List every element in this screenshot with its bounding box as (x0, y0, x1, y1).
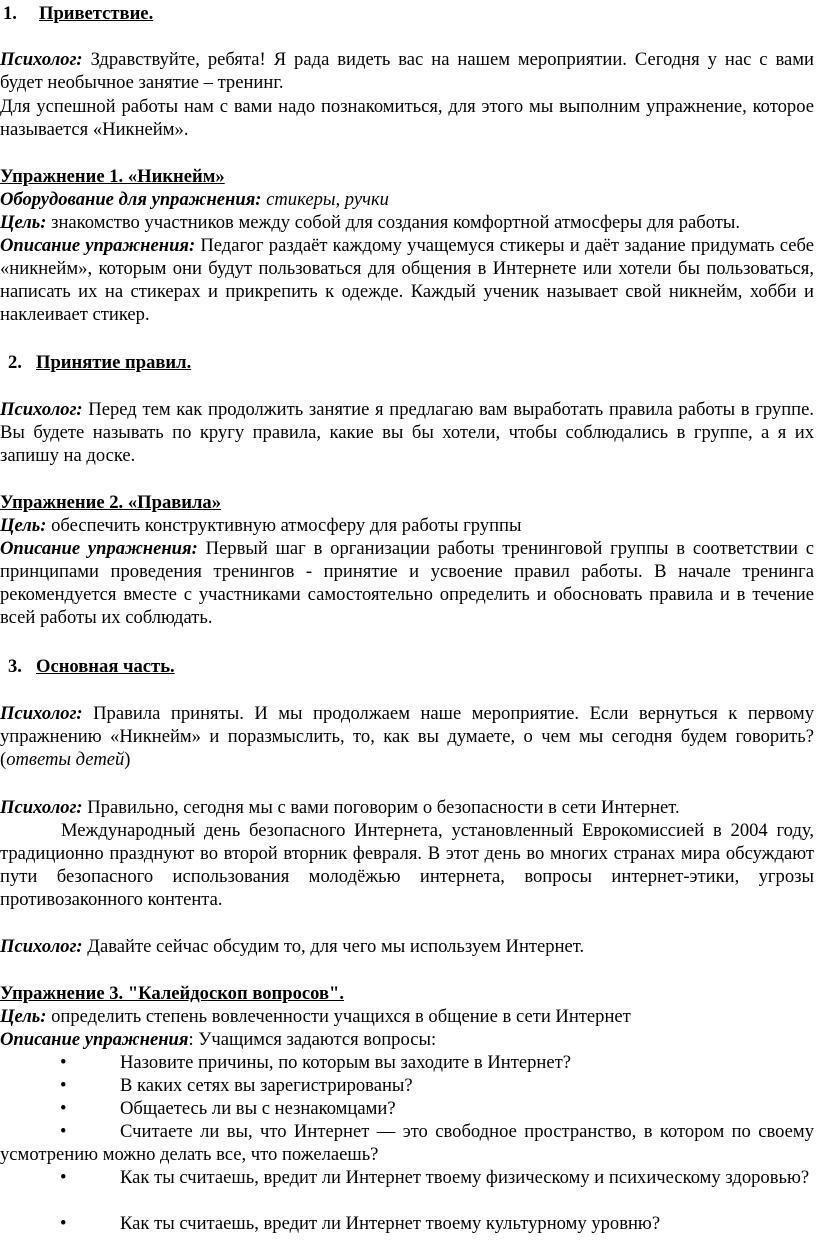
speaker-label: Психолог: (0, 703, 83, 724)
bullet-icon: • (60, 1098, 67, 1119)
list-item (0, 1097, 814, 1120)
section-2-number: 2. (8, 352, 22, 373)
exercise-3-goal (0, 1005, 814, 1028)
list-item (0, 1120, 814, 1166)
section-1-paragraph-2: Для успешной работы нам с вами надо познакомиться, для этого мы выполним упражнение, которое называется «Никнейм». (0, 96, 814, 141)
speaker-label: Психолог: (0, 797, 83, 818)
description-label: Описание упражнения: (0, 235, 196, 256)
bullet-icon: • (60, 1167, 67, 1188)
section-1-heading (0, 2, 814, 25)
section-3-paragraph-2 (0, 796, 814, 819)
question-text: Как ты считаешь, вредит ли Интернет твоему культурному уровню? (120, 1213, 661, 1234)
exercise-3-title (0, 982, 814, 1005)
exercise-3-title-text: Упражнение 3. "Калейдоскоп вопросов". (0, 983, 345, 1004)
goal-value: обеспечить конструктивную атмосферу для работы группы (46, 515, 522, 536)
section-3-paragraph-3: Международный день безопасного Интернета, установленный Еврокомиссией в 2004 году, традиционно празднуют во второй вторник февраля. В этот день во многих странах мира обсуждают пути безопасного использования молодёжью интернета, вопросы интернет-этики, угрозы противозаконного контента. (0, 820, 814, 911)
description-value: Педагог раздаёт каждому учащемуся стикеры и даёт задание придумать себе «никнейм», которым они будут пользоваться для общения в Интернете или хотели бы пользоваться, написать их на стикерах и прикрепить к одежде. Каждый ученик называет свой никнейм, хобби и наклеивает стикер. (0, 235, 814, 326)
section-1-number: 1. (3, 3, 17, 24)
goal-value: знакомство участников между собой для создания комфортной атмосферы для работы. (46, 212, 741, 233)
section-2-paragraph (0, 398, 814, 467)
description-value: Первый шаг в организации работы тренинговой группы в соответствии с принципами проведения тренингов - принятие и усвоение правил работы. В начале тренинга рекомендуется вместе с участниками самостоятельно определить и обосновать правила и в течение всей работы их соблюдать. (0, 538, 814, 629)
paragraph-text: Давайте сейчас обсудим то, для чего мы используем Интернет. (82, 936, 585, 957)
goal-label: Цель: (0, 212, 47, 233)
question-text: Как ты считаешь, вредит ли Интернет твоему физическому и психическому здоровью? (120, 1167, 810, 1188)
exercise-1-goal (0, 211, 814, 234)
paragraph-text-end: ) (124, 749, 131, 771)
list-item (0, 1212, 814, 1235)
question-text: Общаетесь ли вы с незнакомцами? (120, 1098, 396, 1119)
exercise-2-description (0, 537, 814, 629)
equipment-value: стикеры, ручки (261, 189, 389, 210)
children-answers-note: ответы детей (6, 749, 125, 771)
list-item (0, 1051, 814, 1074)
section-2-heading (0, 351, 814, 374)
speaker-label: Психолог: (0, 399, 83, 420)
section-3-paragraph-4 (0, 935, 814, 958)
paragraph-text: Здравствуйте, ребята! Я рада видеть вас на нашем мероприятии. Сегодня у нас с вами будет необычное занятие – тренинг. (0, 49, 814, 94)
paragraph-text: Правила приняты. И мы продолжаем наше мероприятие. Если вернуться к первому упражнению «Никнейм» и поразмыслить, то, как вы думаете, о чем мы сегодня будем говорить? ( (0, 703, 814, 771)
section-3-heading (0, 655, 814, 678)
exercise-1-title (0, 165, 814, 188)
description-value: : Учащимся задаются вопросы: (188, 1029, 437, 1050)
bullet-icon: • (60, 1075, 67, 1096)
exercise-1-equipment (0, 188, 814, 211)
section-2-title: Принятие правил. (36, 352, 192, 373)
bullet-icon: • (60, 1052, 67, 1073)
bullet-icon: • (60, 1121, 67, 1142)
bullet-icon: • (60, 1213, 67, 1234)
paragraph-text: Правильно, сегодня мы с вами поговорим о безопасности в сети Интернет. (82, 797, 680, 818)
goal-label: Цель: (0, 1006, 47, 1027)
exercise-2-title-text: Упражнение 2. «Правила» (0, 492, 222, 513)
exercise-1-title-text: Упражнение 1. «Никнейм» (0, 166, 225, 187)
list-item (0, 1166, 814, 1189)
question-text: В каких сетях вы зарегистрированы? (120, 1075, 413, 1096)
description-label: Описание упражнения: (0, 538, 198, 559)
exercise-2-goal (0, 514, 814, 537)
section-1-title: Приветствие. (39, 3, 154, 24)
speaker-label: Психолог: (0, 936, 83, 957)
question-text: Назовите причины, по которым вы заходите в Интернет? (120, 1052, 571, 1073)
exercise-3-description (0, 1028, 814, 1051)
speaker-label: Психолог: (0, 49, 83, 70)
section-3-paragraph-1 (0, 702, 814, 771)
exercise-2-title (0, 491, 814, 514)
section-1-paragraph-1 (0, 48, 814, 94)
list-item (0, 1074, 814, 1097)
description-label: Описание упражнения (0, 1029, 189, 1050)
equipment-label: Оборудование для упражнения: (0, 189, 262, 210)
question-text: Считаете ли вы, что Интернет — это свободное пространство, в котором по своему усмотрению можно делать все, что пожелаешь? (0, 1121, 814, 1166)
section-3-number: 3. (8, 656, 22, 677)
paragraph-text: Перед тем как продолжить занятие я предлагаю вам выработать правила работы в группе. Вы будете называть по кругу правила, какие вы бы хотели, чтобы соблюдались в группе, а я их запишу на доске. (0, 399, 814, 467)
exercise-1-description (0, 234, 814, 326)
goal-value: определить степень вовлеченности учащихся в общение в сети Интернет (46, 1006, 631, 1027)
goal-label: Цель: (0, 515, 47, 536)
section-3-title: Основная часть. (36, 656, 175, 677)
